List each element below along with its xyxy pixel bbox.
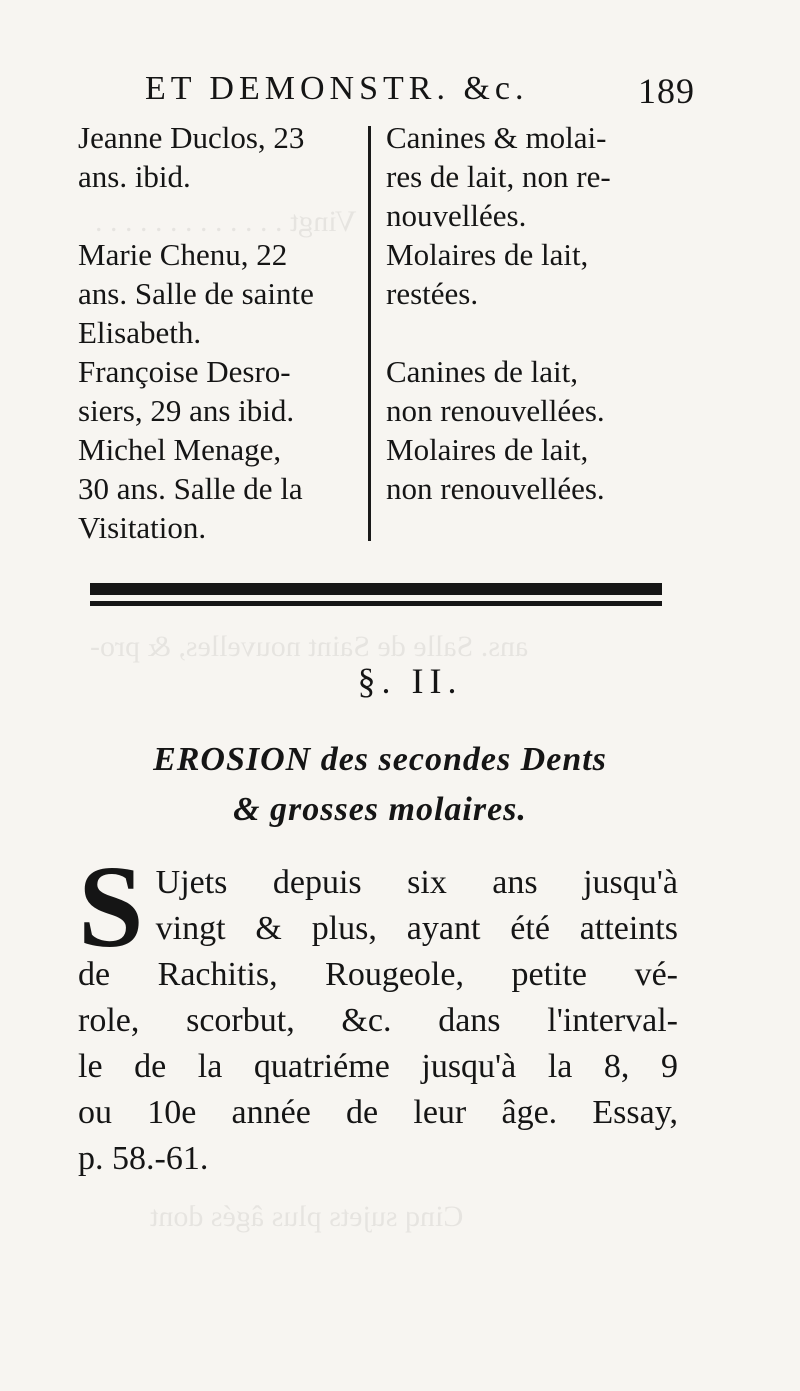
table-cell-patient: Jeanne Duclos, 23 ans. ibid. xyxy=(78,120,305,194)
patient-table xyxy=(78,118,678,543)
table-cell-patient: Marie Chenu, 22 ans. Salle de sainte Elisabeth. xyxy=(78,237,314,350)
text-line: ou 10e année de leur âge. Essay, xyxy=(78,1094,678,1131)
text-line: role, scorbut, &c. dans l'interval- xyxy=(78,1002,678,1039)
table-column-teeth xyxy=(386,118,678,508)
page-number: 189 xyxy=(638,71,695,111)
section-title: EROSION des secondes Dents & grosses molaires. xyxy=(153,741,607,828)
bleed-through-text: Vingt . . . . . . . . . . . . . xyxy=(95,205,357,238)
section-rule-thin xyxy=(90,601,662,606)
bleed-through-text: ans. Salle de Saint nouvelles, & pro- xyxy=(90,630,529,663)
text-line: p. 58.-61. xyxy=(78,1140,209,1177)
table-cell-patient: Françoise Desro- siers, 29 ans ibid. xyxy=(78,354,295,428)
table-column-patients xyxy=(78,118,368,547)
section-number: §. II. xyxy=(357,661,463,701)
body-paragraph xyxy=(78,841,678,1182)
table-cell-teeth: Canines & molai- res de lait, non re- nouvellées. xyxy=(386,120,611,233)
text-line: vingt & plus, ayant été atteints xyxy=(155,910,678,947)
text-line: de Rachitis, Rougeole, petite vé- xyxy=(78,956,678,993)
paragraph-lines xyxy=(78,841,678,1182)
running-head xyxy=(145,70,695,116)
table-cell-patient: Michel Menage, 30 ans. Salle de la Visitation. xyxy=(78,432,303,545)
running-head-title: ET DEMONSTR. &c. xyxy=(145,70,529,107)
text-line: le de la quatriéme jusqu'à la 8, 9 xyxy=(78,1048,678,1085)
table-cell-teeth: Molaires de lait, restées. xyxy=(386,237,589,311)
section-rule-thick xyxy=(90,583,662,595)
drop-cap: S xyxy=(78,841,144,972)
table-cell-teeth: Canines de lait, non renouvellées. xyxy=(386,354,605,428)
column-divider xyxy=(368,126,371,541)
table-cell-teeth: Molaires de lait, non renouvellées. xyxy=(386,432,605,506)
text-line: Ujets depuis six ans jusqu'à xyxy=(155,864,678,901)
bleed-through-text: Cinq sujets plus âgés dont xyxy=(150,1200,464,1233)
